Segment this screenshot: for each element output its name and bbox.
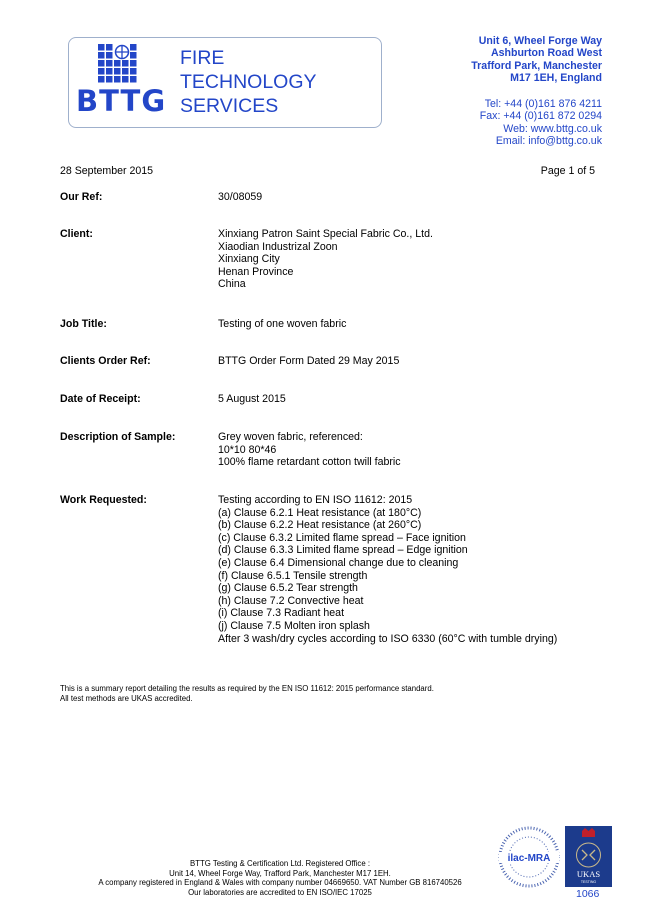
- value-line: Testing according to EN ISO 11612: 2015: [218, 494, 413, 506]
- email-link[interactable]: Email: info@bttg.co.uk: [495, 135, 602, 148]
- value-line: (a) Clause 6.2.1 Heat resistance (at 180°C): [218, 506, 422, 519]
- value-line: Grey woven fabric, referenced:: [218, 431, 363, 443]
- logo-line: TECHNOLOGY: [180, 71, 317, 93]
- phone: Tel: +44 (0)161 876 4211: [484, 98, 602, 110]
- address-line: M17 1EH, England: [510, 72, 602, 85]
- summary-line: This is a summary report detailing the results as required by the EN ISO 11612: 2015 performance standard.: [60, 684, 434, 693]
- value-line: Henan Province: [218, 265, 294, 278]
- field-value-description: [218, 431, 401, 469]
- value-line: BTTG Order Form Dated 29 May 2015: [218, 355, 400, 367]
- footer-line: Unit 14, Wheel Forge Way, Trafford Park, Manchester M17 1EH.: [169, 868, 391, 878]
- value-line: (j) Clause 7.5 Molten iron splash: [218, 619, 370, 632]
- report-date: 28 September 2015: [60, 165, 154, 177]
- summary-line: All test methods are UKAS accredited.: [60, 694, 193, 703]
- value-line: China: [218, 278, 246, 291]
- ilac-mra-logo-icon: [498, 826, 560, 888]
- ilac-text: ilac-MRA: [507, 853, 551, 864]
- field-label-client: Client:: [60, 228, 93, 240]
- ukas-number: 1066: [576, 888, 600, 900]
- field-label-receipt: Date of Receipt:: [60, 393, 141, 405]
- value-line: (f) Clause 6.5.1 Tensile strength: [218, 569, 368, 582]
- ukas-text: UKAS: [576, 869, 601, 879]
- value-line: 100% flame retardant cotton twill fabric: [218, 456, 401, 469]
- logo-line: FIRE: [180, 47, 225, 69]
- value-line: After 3 wash/dry cycles according to ISO 6330 (60°C with tumble drying): [218, 632, 558, 645]
- value-line: Xinxiang Patron Saint Special Fabric Co., Ltd.: [218, 228, 433, 240]
- field-value-work: [218, 494, 557, 645]
- field-value-receipt: [218, 393, 286, 406]
- summary-note: [60, 684, 434, 704]
- field-value-client: [218, 228, 433, 291]
- value-line: (b) Clause 6.2.2 Heat resistance (at 260°C): [218, 519, 422, 532]
- company-address: [471, 35, 602, 85]
- value-line: (d) Clause 6.3.3 Limited flame spread – Edge ignition: [218, 544, 468, 557]
- address-line: Trafford Park, Manchester: [471, 59, 602, 72]
- field-label-our_ref: Our Ref:: [60, 191, 103, 203]
- field-value-our_ref: [218, 191, 262, 204]
- value-line: (e) Clause 6.4 Dimensional change due to cleaning: [218, 556, 459, 569]
- value-line: Testing of one woven fabric: [218, 318, 347, 330]
- value-line: Xinxiang City: [218, 253, 280, 266]
- value-line: 10*10 80*46: [218, 443, 277, 456]
- field-value-job_title: [218, 318, 346, 331]
- logo-line: SERVICES: [180, 95, 279, 117]
- ukas-logo-icon: [565, 826, 612, 887]
- value-line: (i) Clause 7.3 Radiant heat: [218, 607, 345, 620]
- field-value-order_ref: [218, 355, 399, 368]
- field-label-order_ref: Clients Order Ref:: [60, 355, 151, 367]
- value-line: (h) Clause 7.2 Convective heat: [218, 594, 364, 607]
- contact-details: [480, 98, 602, 148]
- fax: Fax: +44 (0)161 872 0294: [479, 110, 602, 123]
- page-number: Page 1 of 5: [540, 165, 595, 177]
- value-line: (g) Clause 6.5.2 Tear strength: [218, 582, 358, 595]
- footer-line: BTTG Testing & Certification Ltd. Registered Office :: [190, 859, 370, 868]
- value-line: (c) Clause 6.3.2 Limited flame spread – Face ignition: [218, 531, 466, 544]
- footer: [40, 859, 520, 897]
- value-line: 5 August 2015: [218, 393, 286, 405]
- value-line: Xiaodian Industrizal Zoon: [218, 240, 338, 253]
- ukas-sub: TESTING: [580, 880, 597, 884]
- value-line: 30/08059: [218, 191, 263, 203]
- footer-line: A company registered in England & Wales with company number 04669650. VAT Number GB 816740526: [98, 878, 462, 888]
- field-label-work: Work Requested:: [60, 494, 147, 506]
- field-label-job_title: Job Title:: [60, 318, 107, 330]
- bttg-logo-text: BTTG: [76, 84, 167, 118]
- footer-line: Our laboratories are accredited to EN ISO/IEC 17025: [188, 887, 372, 897]
- bttg-grid-logo-icon: [98, 44, 138, 84]
- field-label-description: Description of Sample:: [60, 431, 176, 443]
- address-line: Ashburton Road West: [490, 47, 602, 60]
- address-line: Unit 6, Wheel Forge Way: [478, 35, 602, 47]
- web-link[interactable]: Web: www.bttg.co.uk: [503, 122, 602, 135]
